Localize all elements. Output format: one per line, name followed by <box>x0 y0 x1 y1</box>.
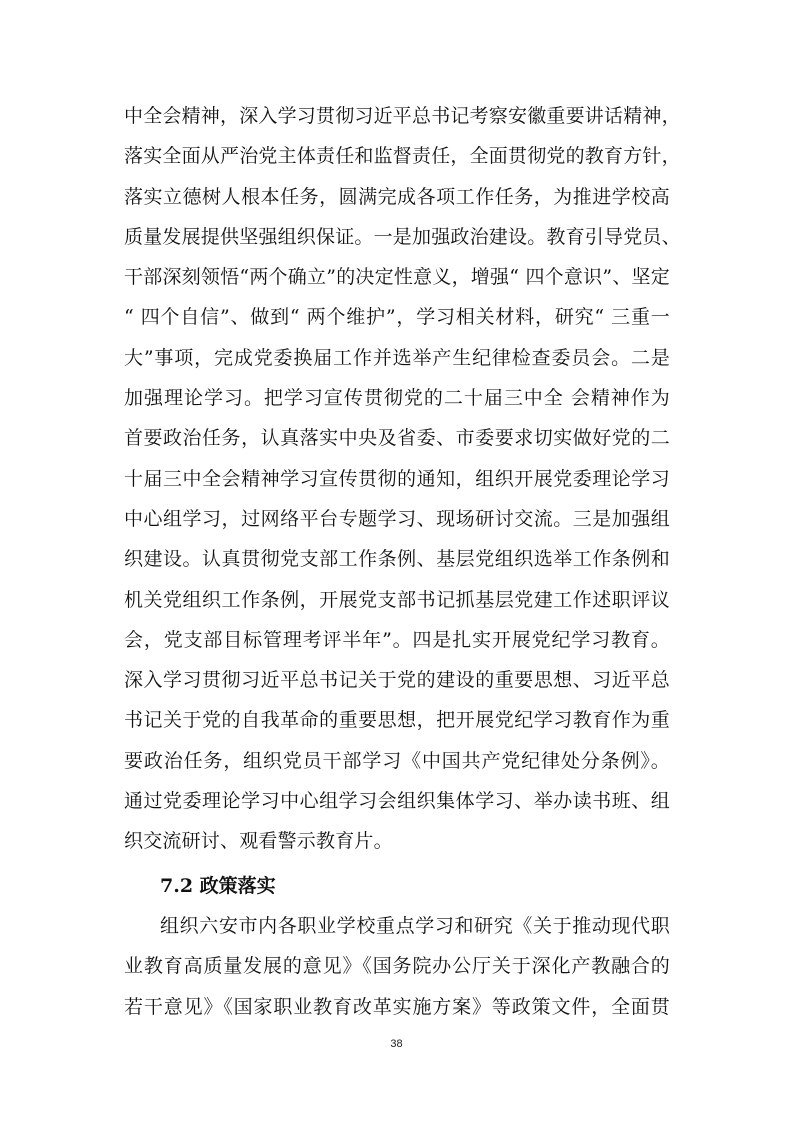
text-line: 若干意见》《国家职业教育改革实施方案》等政策文件，全面贯 <box>124 995 670 1018</box>
text-line: 会，党支部目标管理考评半年”。四是扎实开展党纪学习教育。 <box>124 628 670 651</box>
text-line: 组织六安市内各职业学校重点学习和研究《关于推动现代职 <box>160 915 670 937</box>
text-line: 机关党组织工作条例，开展党支部书记抓基层党建工作述职评议 <box>124 588 670 611</box>
text-line: “ 四个自信”、做到“ 两个维护”，学习相关材料，研究“ 三重一 <box>124 306 670 329</box>
text-line: 书记关于党的自我革命的重要思想，把开展党纪学习教育作为重 <box>124 709 670 732</box>
page-number: 38 <box>390 1038 403 1050</box>
body-paragraph-2 <box>124 906 670 1027</box>
text-line: 落实立德树人根本任务，圆满完成各项工作任务，为推进学校高 <box>124 185 670 208</box>
text-line: 中全会精神，深入学习贯彻习近平总书记考察安徽重要讲话精神， <box>124 105 681 127</box>
text-line: 通过党委理论学习中心组学习会组织集体学习、举办读书班、组 <box>124 790 670 813</box>
text-line: 大”事项，完成党委换届工作并选举产生纪律检查委员会。二是 <box>124 346 670 369</box>
text-line: 十届三中全会精神学习宣传贯彻的通知，组织开展党委理论学习 <box>124 467 670 490</box>
section-heading: 7.2 政策落实 <box>160 875 276 897</box>
body-paragraph-1 <box>124 96 681 862</box>
text-line: 业教育高质量发展的意见》《国务院办公厅关于深化产教融合的 <box>124 955 670 978</box>
text-line: 干部深刻领悟“两个确立”的决定性意义，增强“ 四个意识”、坚定 <box>124 266 670 289</box>
text-line: 质量发展提供坚强组织保证。一是加强政治建设。教育引导党员、 <box>124 225 681 248</box>
text-line: 落实全面从严治党主体责任和监督责任，全面贯彻党的教育方针， <box>124 145 681 168</box>
text-line: 中心组学习，过网络平台专题学习、现场研讨交流。三是加强组 <box>124 507 670 530</box>
text-line: 深入学习贯彻习近平总书记关于党的建设的重要思想、习近平总 <box>124 669 670 692</box>
text-line: 要政治任务，组织党员干部学习《中国共产党纪律处分条例》。 <box>124 749 670 772</box>
text-line: 织交流研讨、观看警示教育片。 <box>124 830 393 853</box>
text-line: 织建设。认真贯彻党支部工作条例、基层党组织选举工作条例和 <box>124 548 670 571</box>
text-line: 加强理论学习。把学习宣传贯彻党的二十届三中全 会精神作为 <box>124 387 670 410</box>
text-line: 首要政治任务，认真落实中央及省委、市委要求切实做好党的二 <box>124 427 670 450</box>
